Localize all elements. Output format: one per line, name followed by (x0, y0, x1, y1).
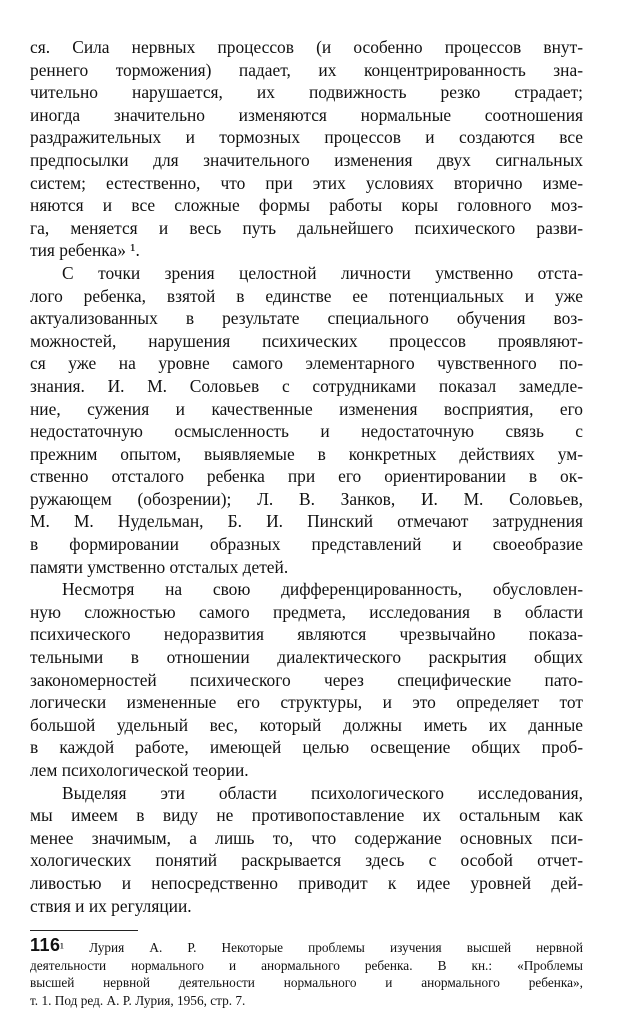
text-line: закономерностей психического через специфические пато- (30, 669, 583, 690)
page-number: 116 (30, 935, 61, 955)
text-line: психического недоразвития являются чрезвычайно показа- (30, 624, 583, 645)
text-line: С точки зрения целостной личности умственно отста- (62, 262, 583, 283)
text-line: тия ребенка» ¹. (30, 240, 140, 261)
text-line: чительно нарушается, их подвижность резко страдает; (30, 82, 583, 103)
text-line: систем; естественно, что при этих условиях вторично изме- (30, 172, 583, 193)
text-line: раздражительных и тормозных процессов и создаются все (30, 127, 583, 148)
main-text (30, 36, 583, 917)
text-line: няются и все сложные формы работы коры головного моз- (30, 195, 583, 216)
paragraph (30, 578, 583, 781)
paragraph (30, 782, 583, 918)
text-line: ственно отсталого ребенка при его ориентировании в ок- (30, 466, 583, 487)
text-line: менее значимым, а лишь то, что содержание основных пси- (30, 827, 583, 848)
footnote-line: ¹ Лурия А. Р. Некоторые проблемы изучения высшей нервной (60, 940, 583, 956)
footnote (30, 939, 583, 1009)
text-line: можностей, нарушения психических процессов проявляют- (30, 330, 583, 351)
text-line: ную сложностью самого предмета, исследования в области (30, 601, 583, 622)
text-line: М. М. Нудельман, Б. И. Пинский отмечают затруднения (30, 511, 583, 532)
text-line: прежним опытом, выявляемые в конкретных действиях ум- (30, 443, 583, 464)
text-line: ся уже на уровне самого элементарного чувственного по- (30, 353, 583, 374)
text-line: памяти умственно отсталых детей. (30, 556, 289, 577)
text-line: ся. Сила нервных процессов (и особенно процессов внут- (30, 37, 583, 57)
text-line: лем психологической теории. (30, 760, 249, 780)
text-line: га, меняется и весь путь дальнейшего психического разви- (30, 217, 583, 238)
text-line: в формировании образных представлений и своеобразие (30, 534, 583, 555)
paragraph (30, 36, 583, 262)
footnote-line: высшей нервной деятельности нормального и анормального ребенка», (30, 975, 583, 991)
text-line: Выделяя эти области психологического исследования, (62, 782, 583, 803)
text-line: в каждой работе, имеющей целью освещение общих проб- (30, 737, 583, 758)
text-line: лого ребенка, взятой в единстве ее потенциальных и уже (30, 285, 583, 306)
footnote-line: т. 1. Под ред. А. Р. Лурия, 1956, стр. 7. (30, 992, 246, 1008)
text-line: хологических понятий раскрывается здесь с особой отчет- (30, 850, 583, 871)
text-line: реннего торможения) падает, их концентрированность зна- (30, 59, 583, 80)
text-line: ствия и их регуляции. (30, 895, 192, 916)
text-line: актуализованных в результате специального обучения воз- (30, 308, 583, 329)
text-line: предпосылки для значительного изменения двух сигнальных (30, 149, 583, 170)
text-line: Несмотря на свою дифференцированность, обусловлен- (62, 579, 583, 600)
text-line: логически измененные его структуры, и это определяет тот (30, 692, 583, 713)
footnote-separator (30, 930, 138, 931)
paragraph (30, 262, 583, 578)
text-line: тельными в отношении диалектического раскрытия общих (30, 647, 583, 668)
page-body (30, 36, 583, 1010)
text-line: ние, сужения и качественные изменения восприятия, его (30, 398, 583, 419)
footnote-line: деятельности нормального и анормального ребенка. В кн.: «Проблемы (30, 957, 583, 973)
text-line: знания. И. М. Соловьев с сотрудниками показал замедле- (30, 375, 583, 396)
text-line: недостаточную осмысленность и недостаточную связь с (30, 421, 583, 442)
text-line: большой удельный вес, который должны иметь их данные (30, 714, 583, 735)
text-line: мы имеем в виду не противопоставление их остальным как (30, 805, 583, 826)
text-line: иногда значительно изменяются нормальные соотношения (30, 104, 583, 125)
text-line: ливостью и непосредственно приводит к идее уровней дей- (30, 872, 583, 893)
text-line: ружающем (обозрении); Л. В. Занков, И. М. Соловьев, (30, 488, 583, 509)
